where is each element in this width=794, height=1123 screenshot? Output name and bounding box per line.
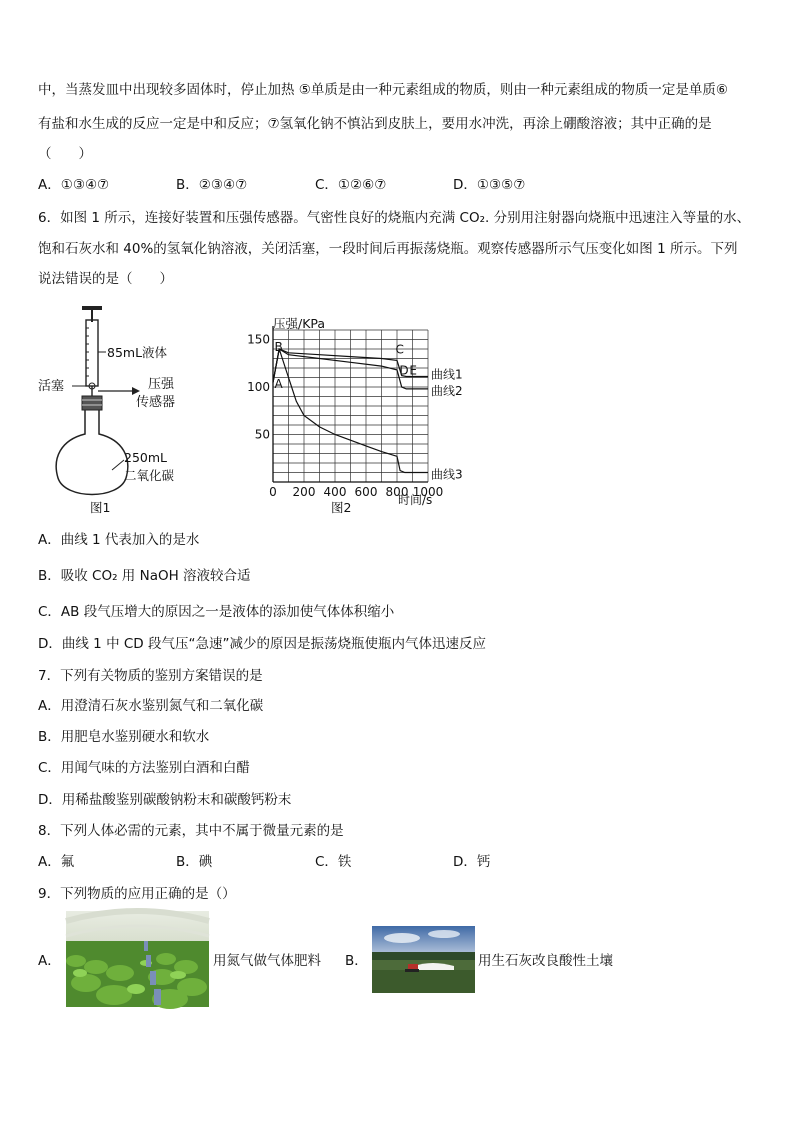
q6-option-b: B．吸收 CO₂ 用 NaOH 溶液较合适 — [38, 568, 251, 584]
sensor-label-1: 压强 — [148, 377, 175, 392]
x-tick-label: 400 — [323, 485, 347, 499]
q5-option-b: B．②③④⑦ — [176, 177, 248, 193]
q5-option-a: A．①③④⑦ — [38, 177, 110, 193]
y-tick-label: 150 — [247, 332, 270, 347]
x-tick-label: 0 — [269, 485, 277, 499]
point-label-c: C — [395, 342, 404, 357]
q9-stem: 9．下列物质的应用正确的是（） — [38, 886, 236, 902]
flask-gas-label: 二氧化碳 — [124, 468, 175, 483]
x-tick-label: 200 — [292, 485, 316, 499]
syringe-volume-label: 85mL液体 — [107, 345, 168, 360]
q7-option-b: B．用肥皂水鉴别硬水和软水 — [38, 729, 210, 745]
point-label-e: E — [409, 363, 417, 378]
chart-x-axis-label: 时间/s — [398, 493, 433, 507]
series-label-1: 曲线1 — [431, 367, 463, 382]
point-label-b: B — [274, 340, 283, 354]
q8-option-c: C．铁 — [315, 854, 352, 870]
x-tick-label: 800 — [385, 485, 409, 499]
q5-option-c: C．①②⑥⑦ — [315, 177, 387, 193]
q6-text-line-3: 说法错误的是（ ） — [38, 271, 173, 287]
series-label-3: 曲线3 — [431, 467, 463, 482]
arrow-right-icon — [132, 387, 140, 395]
y-tick-label: 50 — [254, 427, 270, 442]
q7-stem: 7．下列有关物质的鉴别方案错误的是 — [38, 668, 263, 684]
q5-option-d: D．①③⑤⑦ — [453, 177, 526, 193]
stopper — [82, 396, 102, 410]
x-tick-label: 600 — [354, 485, 378, 499]
q8-option-a: A．氟 — [38, 854, 75, 870]
round-bottom-flask — [56, 410, 128, 495]
q7-option-a: A．用澄清石灰水鉴别氮气和二氧化碳 — [38, 698, 264, 714]
q9-option-a-text: 用氮气做气体肥料 — [213, 953, 321, 969]
flask-volume-label: 250mL — [124, 450, 167, 465]
q6-text-line-1: 6．如图 1 所示，连接好装置和压强传感器。气密性良好的烧瓶内充满 CO₂. 分别用注射器向烧瓶中迅速注入等量的水、 — [38, 210, 751, 226]
figure-1-apparatus — [36, 300, 206, 520]
q7-option-c: C．用闻气味的方法鉴别白酒和白醋 — [38, 760, 250, 776]
q8-option-b: B．碘 — [176, 854, 213, 870]
series-label-2: 曲线2 — [431, 383, 463, 398]
figure-1-caption: 图1 — [90, 500, 111, 515]
q9-option-b-letter: B． — [345, 953, 368, 969]
point-label-a: A — [274, 377, 283, 392]
chart-y-axis-label: 压强/KPa — [273, 316, 326, 331]
q9-option-b-text: 用生石灰改良酸性土壤 — [478, 953, 613, 969]
greenhouse-photo — [66, 911, 209, 1007]
valve-label: 活塞 — [38, 379, 65, 394]
point-label-d: D — [399, 363, 409, 378]
q6-option-d: D．曲线 1 中 CD 段气压“急速”减少的原因是振荡烧瓶使瓶内气体迅速反应 — [38, 636, 486, 652]
q5-text-line-3: （ ） — [38, 146, 92, 162]
y-tick-label: 100 — [247, 380, 270, 394]
figure-2-pressure-chart — [240, 306, 480, 507]
sensor-label-2: 传感器 — [136, 395, 176, 410]
q5-text-line-2: 有盐和水生成的反应一定是中和反应；⑦氢氧化钠不慎沾到皮肤上，要用水冲洗，再涂上硼酸溶液；其中正确的是 — [38, 116, 712, 132]
q8-option-d: D．钙 — [453, 854, 491, 870]
farmland-photo — [372, 926, 475, 993]
q7-option-d: D．用稀盐酸鉴别碳酸钠粉末和碳酸钙粉末 — [38, 792, 292, 808]
syringe-plunger-handle — [82, 306, 102, 310]
q5-text-line-1: 中，当蒸发皿中出现较多固体时，停止加热 ⑤单质是由一种元素组成的物质，则由一种元素组成的物质一定是单质⑥ — [38, 82, 728, 98]
q8-stem: 8．下列人体必需的元素，其中不属于微量元素的是 — [38, 823, 344, 839]
figure-2-caption: 图2 — [331, 500, 352, 515]
q6-option-a: A．曲线 1 代表加入的是水 — [38, 532, 200, 548]
x-tick-label: 1000 — [412, 485, 444, 499]
q9-option-a-letter: A． — [38, 953, 61, 969]
q6-text-line-2: 饱和石灰水和 40%的氢氧化钠溶液，关闭活塞，一段时间后再振荡烧瓶。观察传感器所示气压变化如图 1 所示。下列 — [38, 241, 738, 257]
q6-option-c: C．AB 段气压增大的原因之一是液体的添加使气体体积缩小 — [38, 604, 395, 620]
